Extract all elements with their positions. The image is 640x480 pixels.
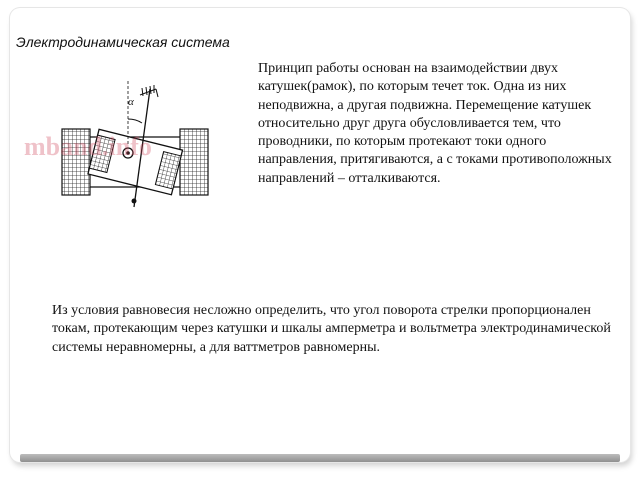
angle-label: α — [128, 96, 134, 108]
paragraph-equilibrium: Из условия равновесия несложно определить, что угол поворота стрелки пропорционален токам, протекающим через катушки и шкалы амперметра и вольтметра электродинамической системы неравномерны, а для ваттметров равномерны. — [52, 303, 611, 355]
slide-bottom-bar — [20, 454, 620, 462]
slide-title: Электродинамическая система — [16, 34, 230, 50]
paragraph-principle: Принцип работы основан на взаимодействии двух катушек(рамок), по которым течет ток. Одна из них неподвижна, а другая подвижна. Перемещение катушек относительно друг друга обусловливается тем, что проводники, по которым протекают токи одного направления, притягиваются, а с токами противоположных направлений – отталкиваются. — [258, 61, 612, 186]
watermark: mband.info — [24, 132, 152, 161]
